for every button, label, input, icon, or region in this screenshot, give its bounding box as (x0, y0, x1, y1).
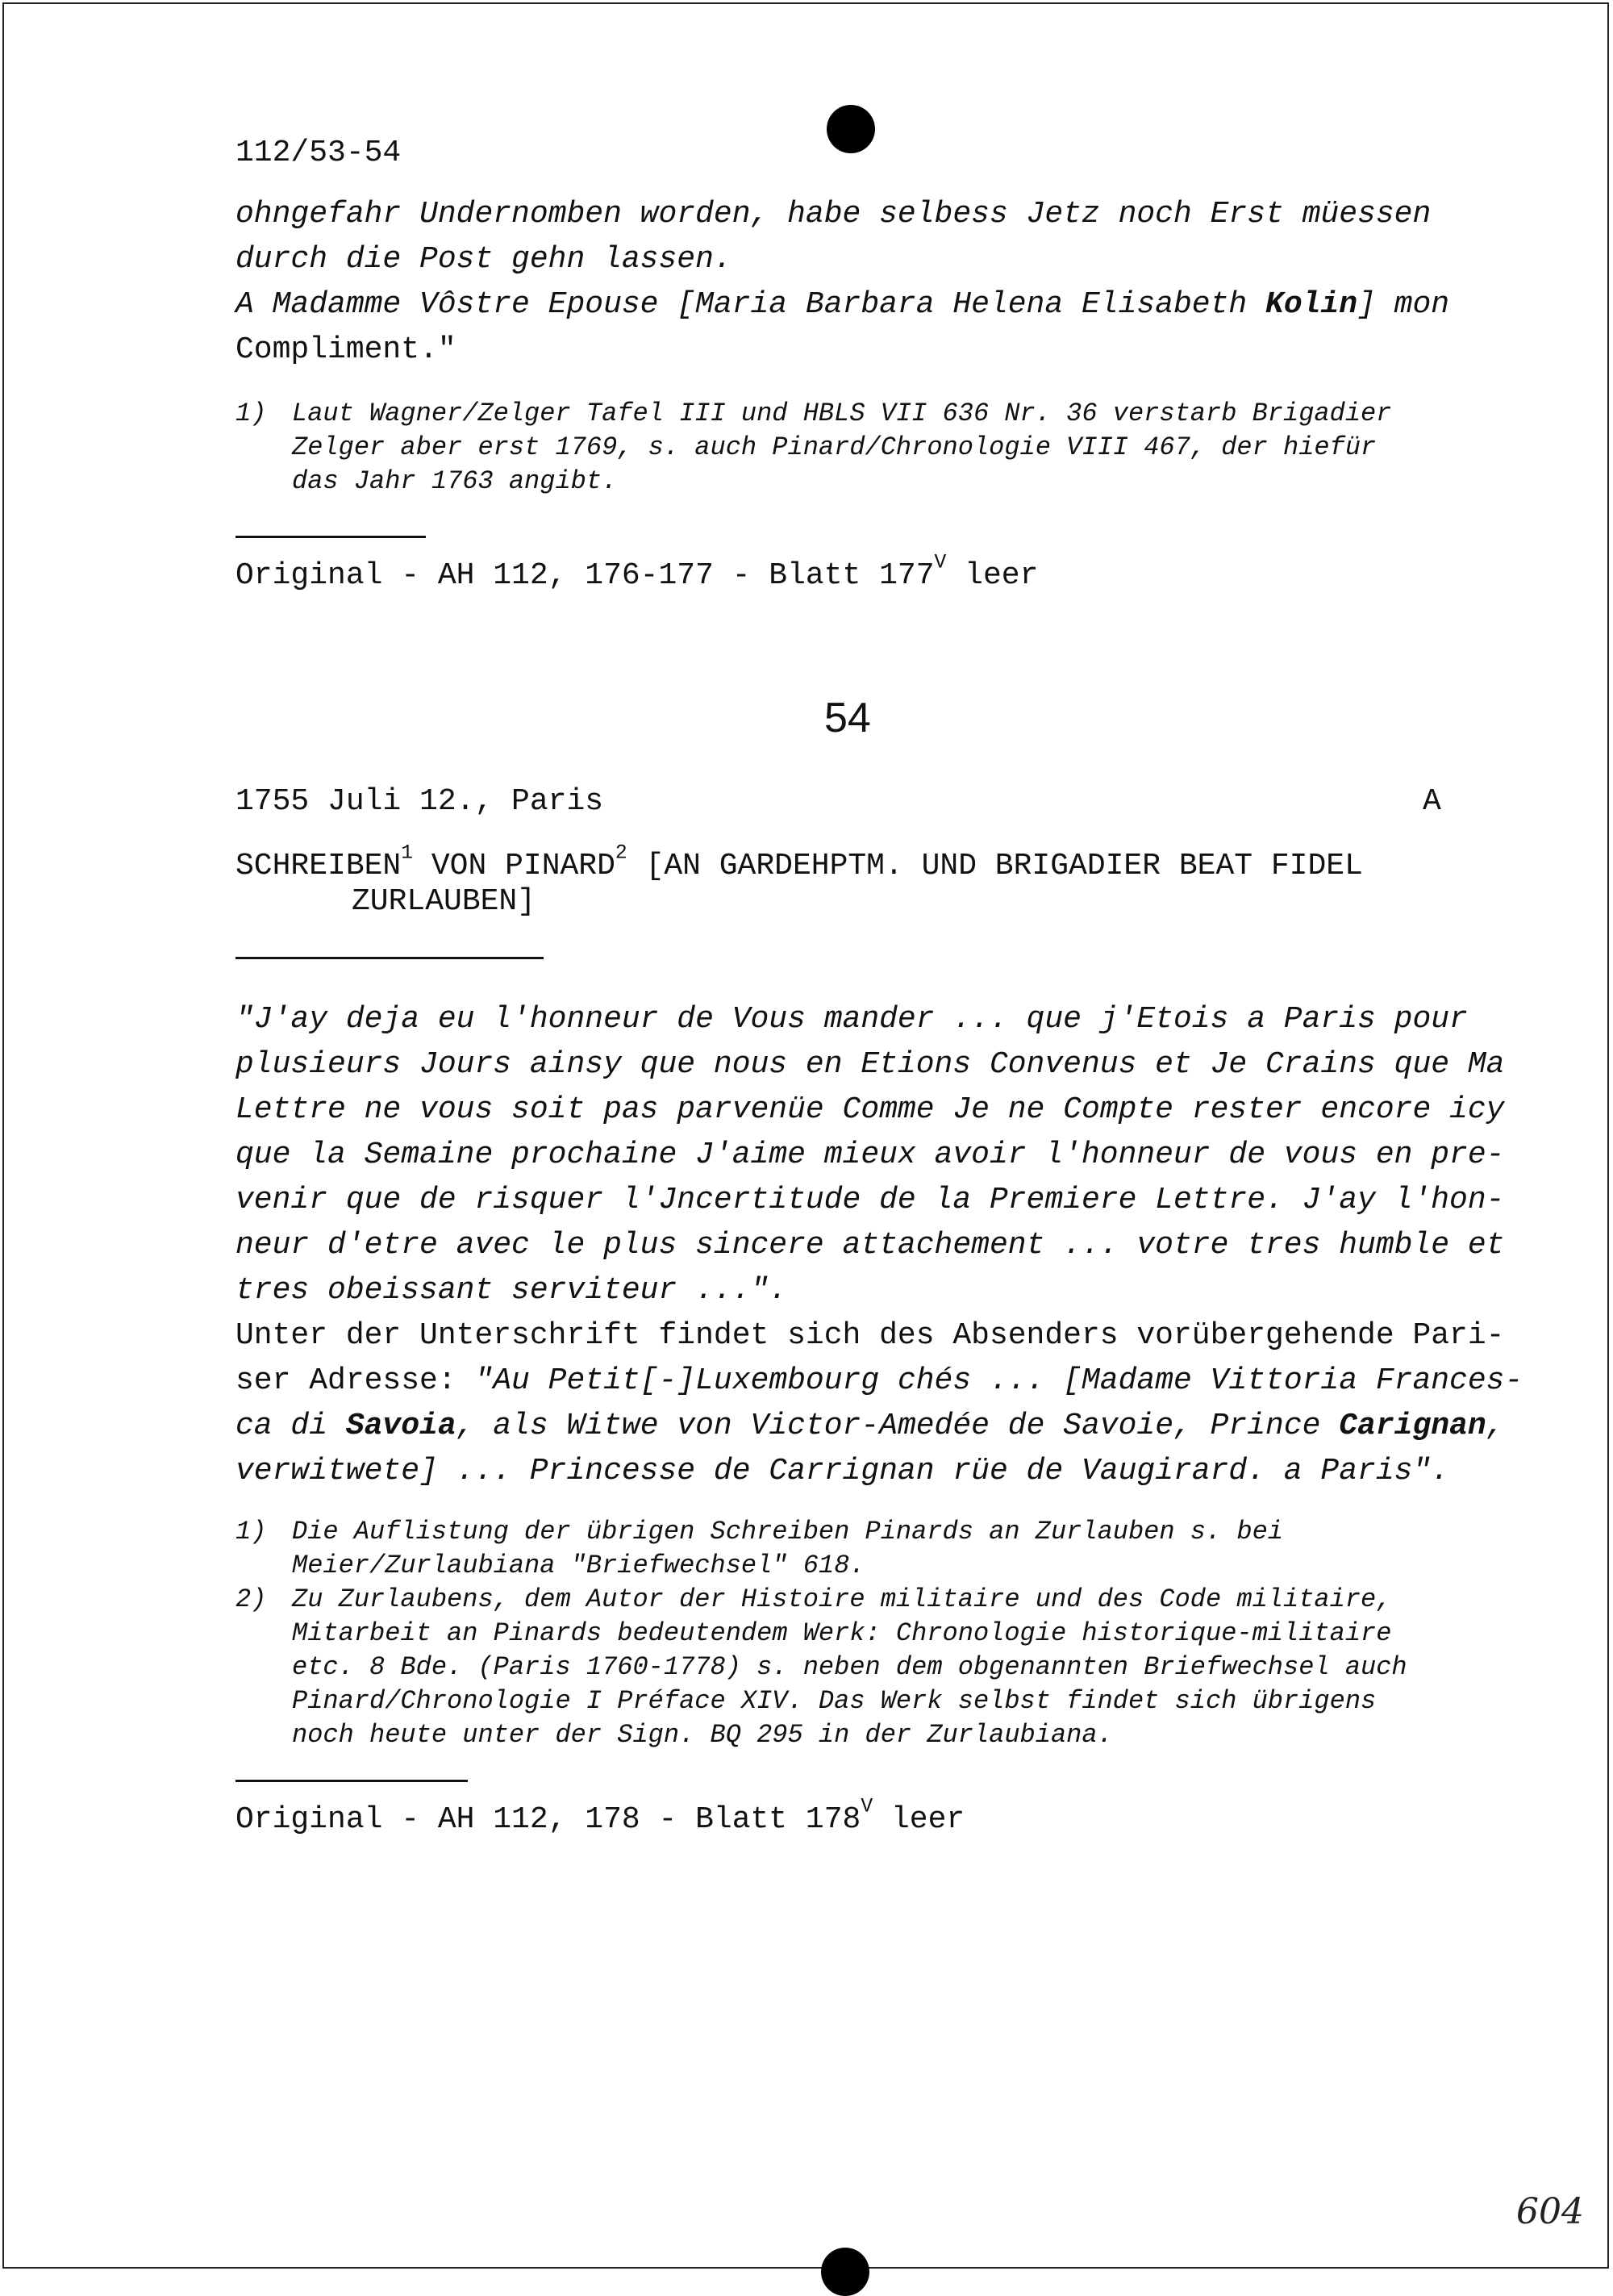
punch-hole-top (827, 105, 875, 153)
quote-line: tres obeissant serviteur ...". (235, 1273, 788, 1308)
footnote-line: noch heute unter der Sign. BQ 295 in der Zurlaubiana. (292, 1720, 1113, 1750)
footnote-line: Zelger aber erst 1769, s. auch Pinard/Chronologie VIII 467, der hiefür (292, 432, 1377, 462)
footnote-line: Die Auflistung der übrigen Schreiben Pinards an Zurlauben s. bei (292, 1517, 1283, 1547)
quote-line: "J'ay deja eu l'honneur de Vous mander ... que j'Etois a Paris pour (235, 1002, 1468, 1037)
note-line: Unter der Unterschrift findet sich des Absenders vorübergehende Pari- (235, 1318, 1505, 1353)
quote-line: plusieurs Jours ainsy que nous en Etions Convenus et Je Crains que Ma (235, 1047, 1505, 1082)
date-place: 1755 Juli 12., Paris (235, 784, 604, 819)
quote-line: venir que de risquer l'Jncertitude de la Premiere Lettre. J'ay l'hon- (235, 1183, 1505, 1217)
divider (235, 957, 544, 959)
entry-title-line2: ZURLAUBEN] (352, 884, 536, 919)
note-line: ca di Savoia, als Witwe von Victor-Amedée de Savoie, Prince Carignan, (235, 1409, 1505, 1443)
source-line: Original - AH 112, 176-177 - Blatt $177^V$ leer (235, 551, 1039, 593)
note-line: verwitwete] ... Princesse de Carrignan rüe de Vaugirard. a Paris". (235, 1454, 1450, 1488)
entry-number: 54 (824, 695, 871, 741)
prev-letter-line: Compliment." (235, 332, 456, 367)
note-line: ser Adresse: "Au Petit[-]Luxembourg chés ... [Madame Vittoria Frances- (235, 1363, 1523, 1398)
source-line: Original - AH 112, 178 - Blatt $178^V$ leer (235, 1795, 965, 1837)
footnote-line: das Jahr 1763 angibt. (292, 466, 618, 496)
quote-line: Lettre ne vous soit pas parvenüe Comme Je ne Compte rester encore icy (235, 1092, 1505, 1127)
footnote-marker: 1) (235, 1517, 267, 1547)
divider (235, 1780, 468, 1782)
page-reference: 112/53-54 (235, 136, 402, 170)
footnote-line: Mitarbeit an Pinards bedeutendem Werk: Chronologie historique-militaire (292, 1618, 1392, 1648)
prev-letter-line: durch die Post gehn lassen. (235, 242, 732, 277)
footnote-line: Laut Wagner/Zelger Tafel III und HBLS VII 636 Nr. 36 verstarb Brigadier (292, 399, 1392, 428)
prev-letter-line: ohngefahr Undernomben worden, habe selbess Jetz noch Erst müessen (235, 197, 1432, 232)
footnote-line: Pinard/Chronologie I Préface XIV. Das Werk selbst findet sich übrigens (292, 1686, 1377, 1716)
divider (235, 536, 426, 538)
handwritten-page-number: 604 (1516, 2191, 1584, 2232)
entry-title: SCHREIBEN$^1$ VON PINARD$^2$ [AN GARDEHPTM. UND BRIGADIER BEAT FIDEL (235, 841, 1363, 883)
footnote-marker: 1) (235, 399, 267, 428)
letter-type: A (1423, 784, 1441, 819)
quote-line: que la Semaine prochaine J'aime mieux avoir l'honneur de vous en pre- (235, 1138, 1505, 1172)
footnote-line: etc. 8 Bde. (Paris 1760-1778) s. neben dem obgenannten Briefwechsel auch (292, 1652, 1407, 1682)
prev-letter-line: A Madamme Vôstre Epouse [Maria Barbara Helena Elisabeth Kolin] mon (235, 287, 1450, 322)
footnote-line: Meier/Zurlaubiana "Briefwechsel" 618. (292, 1551, 865, 1580)
footnote-marker: 2) (235, 1584, 267, 1614)
footnote-line: Zu Zurlaubens, dem Autor der Histoire militaire und des Code militaire, (292, 1584, 1392, 1614)
punch-hole-bottom (821, 2248, 869, 2296)
quote-line: neur d'etre avec le plus sincere attachement ... votre tres humble et (235, 1228, 1505, 1263)
